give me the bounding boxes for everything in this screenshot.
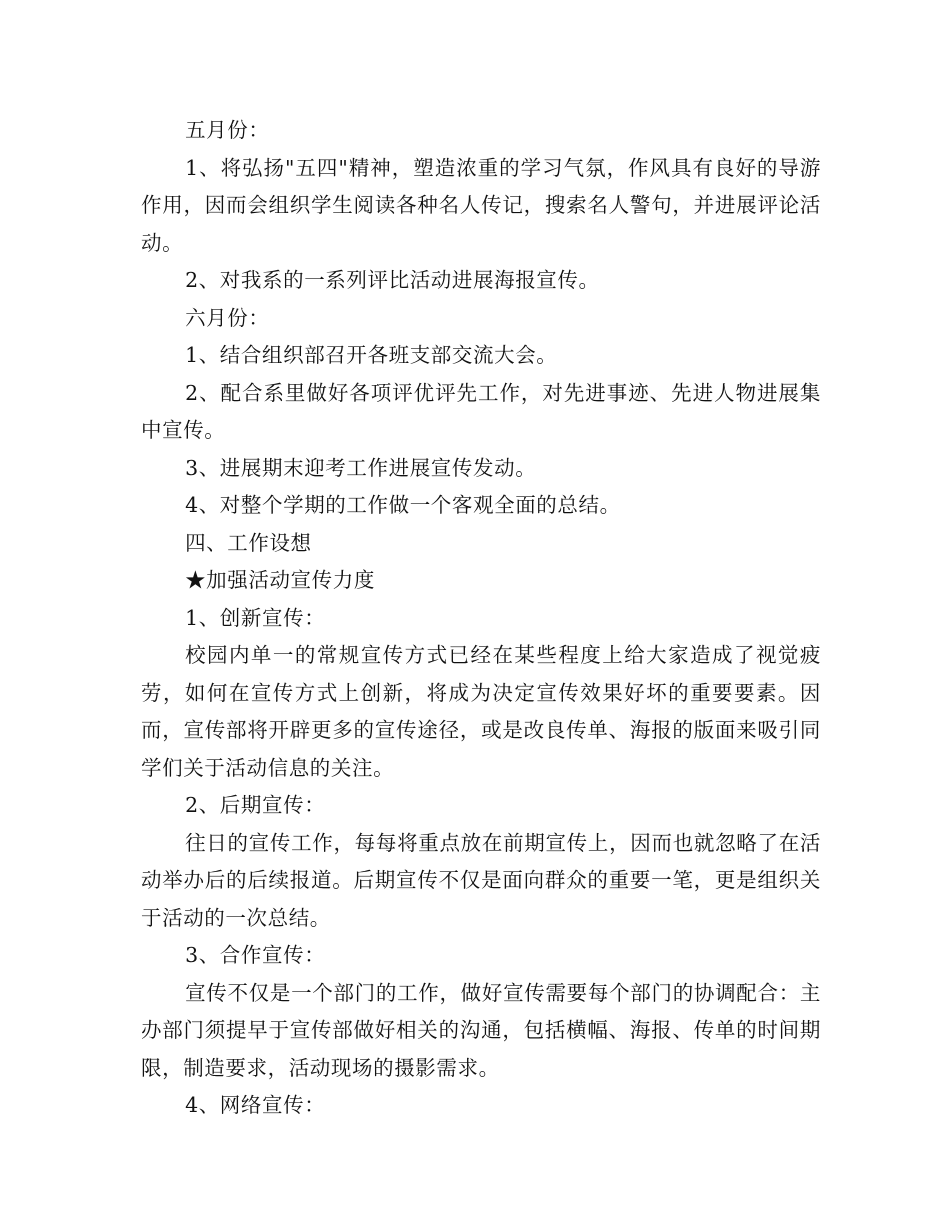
item-heading: 4、网络宣传： bbox=[185, 1093, 326, 1117]
paragraph: 宣传不仅是一个部门的工作，做好宣传需要每个部门的协调配合：主办部门须提早于宣传部做好相关的沟通，包括横幅、海报、传单的时间期限，制造要求，活动现场的摄影需求。 bbox=[141, 980, 821, 1080]
paragraph: 3、进展期末迎考工作进展宣传发动。 bbox=[185, 455, 537, 480]
paragraph: 1、结合组织部召开各班支部交流大会。 bbox=[185, 343, 558, 367]
paragraph: 2、对我系的一系列评比活动进展海报宣传。 bbox=[185, 268, 600, 292]
paragraph: 1、将弘扬"五四"精神，塑造浓重的学习气氛，作风具有良好的导游作用，因而会组织学生阅读各种名人传记，搜索名人警句，并进展评论活动。 bbox=[141, 155, 821, 255]
document-body bbox=[141, 112, 821, 1125]
section-heading-june: 六月份： bbox=[185, 305, 270, 330]
item-heading: 3、合作宣传： bbox=[185, 943, 326, 967]
paragraph: 2、配合系里做好各项评优评先工作，对先进事迹、先进人物进展集中宣传。 bbox=[141, 380, 821, 442]
paragraph: 往日的宣传工作，每每将重点放在前期宣传上，因而也就忽略了在活动举办后的后续报道。后期宣传不仅是面向群众的重要一笔，更是组织关于活动的一次总结。 bbox=[141, 830, 821, 930]
paragraph: 校园内单一的常规宣传方式已经在某些程度上给大家造成了视觉疲劳，如何在宣传方式上创新，将成为决定宣传效果好坏的重要要素。因而，宣传部将开辟更多的宣传途径，或是改良传单、海报的版面来吸引同学们关于活动信息的关注。 bbox=[141, 643, 821, 780]
item-heading: 2、后期宣传： bbox=[185, 793, 326, 817]
item-heading: 1、创新宣传： bbox=[185, 605, 326, 630]
section-heading-work-ideas: 四、工作设想 bbox=[185, 530, 312, 555]
paragraph: 4、对整个学期的工作做一个客观全面的总结。 bbox=[185, 493, 621, 517]
subheading-star: ★加强活动宣传力度 bbox=[185, 568, 375, 592]
section-heading-may: 五月份： bbox=[185, 118, 270, 142]
